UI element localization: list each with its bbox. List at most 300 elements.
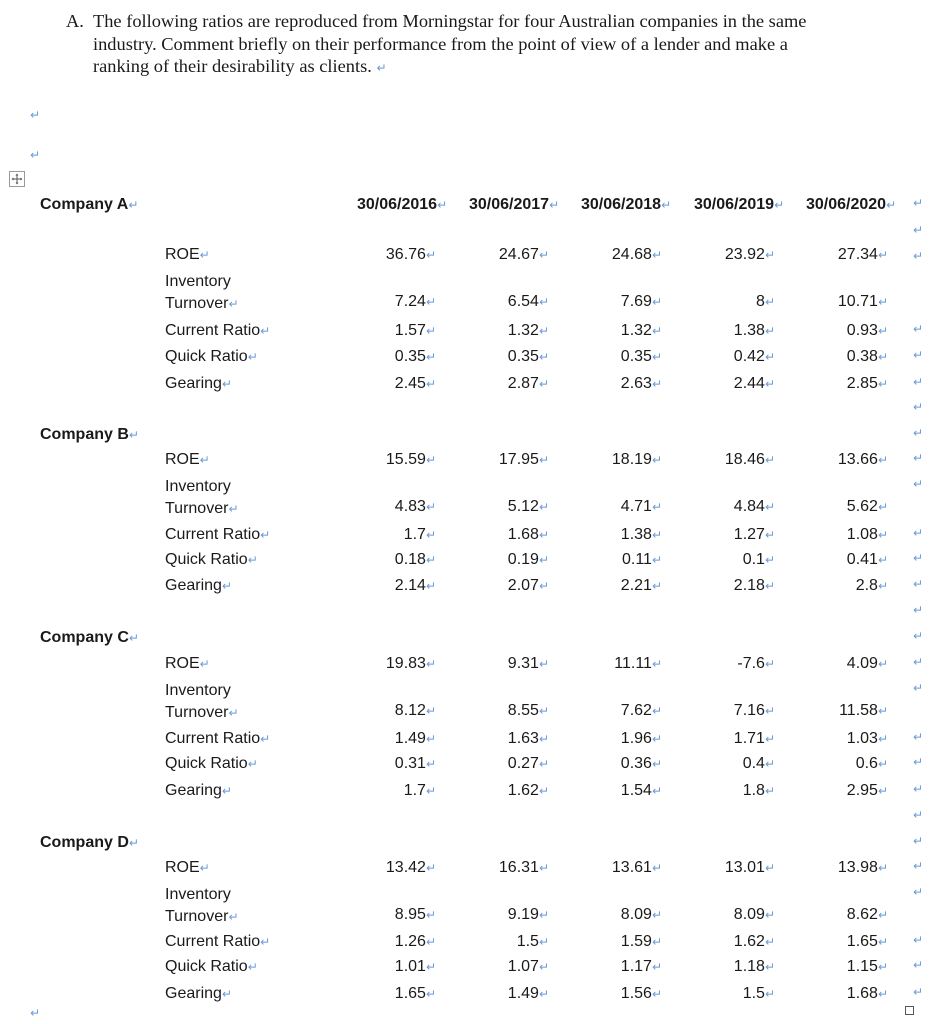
ratio-value: 2.95 <box>846 782 878 799</box>
metric-label <box>165 348 258 366</box>
paragraph-mark-icon: ↵ <box>877 500 888 514</box>
ratio-value-cell <box>847 551 888 569</box>
ratio-value-cell <box>734 322 775 340</box>
ratio-value-cell <box>508 348 549 366</box>
column-header-date <box>469 196 559 214</box>
ratio-value-cell <box>612 859 662 877</box>
ratio-value: 8.95 <box>394 906 426 923</box>
company-name <box>40 196 138 214</box>
paragraph-mark-icon: ↵ <box>651 453 662 467</box>
metric-label <box>165 782 232 800</box>
paragraph-mark-icon: ↵ <box>764 935 775 949</box>
date-label: 30/06/2017 <box>469 196 550 213</box>
ratio-value-cell <box>734 906 775 924</box>
column-header-date <box>806 196 896 214</box>
ratio-value-cell <box>734 348 775 366</box>
ratio-value-cell <box>614 655 662 673</box>
ratio-value-cell <box>621 730 662 748</box>
ratio-value-cell <box>838 859 888 877</box>
ratio-value: 24.68 <box>611 246 652 263</box>
paragraph-mark-icon: ↵ <box>877 704 888 718</box>
metric-label-text: ROE <box>165 246 200 263</box>
row-end-mark-icon: ↵ <box>913 196 924 210</box>
column-header-date <box>357 196 447 214</box>
paragraph-mark-icon: ↵ <box>425 960 436 974</box>
paragraph-mark-icon: ↵ <box>651 377 662 391</box>
ratio-value-cell <box>847 906 888 924</box>
paragraph-mark-icon: ↵ <box>764 350 775 364</box>
row-end-mark-icon: ↵ <box>913 681 924 695</box>
paragraph-mark-icon: ↵ <box>425 295 436 309</box>
paragraph-mark-icon: ↵ <box>425 657 436 671</box>
ratio-value-cell <box>404 782 436 800</box>
ratio-value: 0.41 <box>846 551 878 568</box>
ratio-value-cell <box>386 246 436 264</box>
paragraph-mark-icon: ↵ <box>764 528 775 542</box>
ratio-value: 8.55 <box>507 702 539 719</box>
ratio-value: 1.71 <box>733 730 765 747</box>
paragraph-mark-icon: ↵ <box>538 757 549 771</box>
paragraph-mark-icon: ↵ <box>538 960 549 974</box>
ratio-value-cell <box>734 958 775 976</box>
ratio-value-cell <box>508 755 549 773</box>
paragraph-mark-icon: ↵ <box>538 784 549 798</box>
paragraph-mark-icon: ↵ <box>764 908 775 922</box>
row-end-mark-icon: ↵ <box>913 526 924 540</box>
end-of-cell-marker <box>905 1006 914 1015</box>
row-end-mark-icon: ↵ <box>913 655 924 669</box>
metric-label <box>165 476 275 520</box>
ratio-value: 1.57 <box>394 322 426 339</box>
paragraph-mark-icon: ↵ <box>877 935 888 949</box>
paragraph-mark-icon: ↵ <box>128 198 139 212</box>
ratio-value-cell <box>508 958 549 976</box>
paragraph-mark-icon: ↵ <box>651 500 662 514</box>
ratio-value-cell <box>499 246 549 264</box>
ratio-value: 1.38 <box>733 322 765 339</box>
paragraph-mark-icon: ↵ <box>425 453 436 467</box>
ratio-value: 0.36 <box>620 755 652 772</box>
ratio-value: 36.76 <box>385 246 426 263</box>
paragraph-mark-icon: ↵ <box>538 295 549 309</box>
row-end-mark-icon: ↵ <box>913 223 924 237</box>
metric-label <box>165 246 210 264</box>
ratio-value-cell <box>508 551 549 569</box>
metric-label <box>165 655 210 673</box>
ratio-value-cell <box>743 755 775 773</box>
paragraph-mark-icon: ↵ <box>260 324 271 338</box>
ratio-value-cell <box>508 985 549 1003</box>
question-paragraph <box>66 10 846 80</box>
paragraph-mark-icon: ↵ <box>538 500 549 514</box>
ratio-value-cell <box>395 755 436 773</box>
cell-end-mark-icon: ↵ <box>549 198 560 212</box>
ratio-value: 7.69 <box>620 293 652 310</box>
ratio-value-cell <box>508 375 549 393</box>
ratio-value: 2.18 <box>733 577 765 594</box>
ratio-value-cell <box>395 906 436 924</box>
ratio-value: 8.12 <box>394 702 426 719</box>
row-end-mark-icon: ↵ <box>913 730 924 744</box>
ratio-value-cell <box>725 859 775 877</box>
paragraph-mark-icon: ↵ <box>425 861 436 875</box>
ratio-value-cell <box>621 498 662 516</box>
ratio-value: 23.92 <box>724 246 765 263</box>
ratio-value: 8.62 <box>846 906 878 923</box>
question-label: A. <box>66 11 84 31</box>
metric-label-text: Quick Ratio <box>165 551 248 568</box>
paragraph-mark-icon: ↵ <box>651 757 662 771</box>
ratio-value: 1.32 <box>507 322 539 339</box>
ratio-value: 24.67 <box>498 246 539 263</box>
ratio-value-cell <box>621 293 662 311</box>
row-end-mark-icon: ↵ <box>913 985 924 999</box>
metric-label <box>165 755 258 773</box>
ratio-value: 8.09 <box>733 906 765 923</box>
ratio-value-cell <box>395 577 436 595</box>
paragraph-mark-icon: ↵ <box>538 248 549 262</box>
row-end-mark-icon: ↵ <box>913 859 924 873</box>
paragraph-mark-icon: ↵ <box>651 935 662 949</box>
ratio-value: 1.59 <box>620 933 652 950</box>
ratio-value-cell <box>517 933 549 951</box>
paragraph-mark-icon: ↵ <box>764 987 775 1001</box>
row-end-mark-icon: ↵ <box>913 322 924 336</box>
ratio-value: 1.65 <box>394 985 426 1002</box>
paragraph-mark-icon: ↵ <box>764 324 775 338</box>
ratio-value-cell <box>847 730 888 748</box>
ratio-value-cell <box>612 451 662 469</box>
ratio-value: 0.93 <box>846 322 878 339</box>
ratio-value: 13.01 <box>724 859 765 876</box>
ratio-value: 13.42 <box>385 859 426 876</box>
paragraph-mark-icon: ↵ <box>30 148 41 162</box>
metric-label-text: ROE <box>165 859 200 876</box>
paragraph-mark-icon: ↵ <box>651 732 662 746</box>
ratio-value: 7.24 <box>394 293 426 310</box>
row-end-mark-icon: ↵ <box>913 249 924 263</box>
ratio-value: 8 <box>756 293 765 310</box>
company-name-text: Company B <box>40 426 129 443</box>
ratio-value: 27.34 <box>837 246 878 263</box>
ratio-value-cell <box>508 702 549 720</box>
metric-label <box>165 526 270 544</box>
ratio-value-cell <box>395 985 436 1003</box>
company-name-text: Company D <box>40 834 129 851</box>
metric-label <box>165 958 258 976</box>
ratio-value-cell <box>386 451 436 469</box>
ratio-value: 4.71 <box>620 498 652 515</box>
ratio-value: 1.63 <box>507 730 539 747</box>
ratio-value: 0.4 <box>742 755 765 772</box>
ratio-value: 1.49 <box>394 730 426 747</box>
ratio-value: 1.62 <box>733 933 765 950</box>
question-text: The following ratios are reproduced from Morningstar for four Australian companies in the same industry. Comment briefly on their performance from the point of view of a lender and make a ranking of their desirability as clients. <box>93 11 807 76</box>
company-name-text: Company C <box>40 629 129 646</box>
paragraph-mark-icon: ↵ <box>425 987 436 1001</box>
paragraph-mark-icon: ↵ <box>538 987 549 1001</box>
cell-end-mark-icon: ↵ <box>437 198 448 212</box>
cell-end-mark-icon: ↵ <box>661 198 672 212</box>
ratio-value-cell <box>856 755 888 773</box>
paragraph-mark-icon: ↵ <box>538 908 549 922</box>
row-end-mark-icon: ↵ <box>913 577 924 591</box>
ratio-value: 0.11 <box>621 551 652 568</box>
paragraph-mark-icon: ↵ <box>651 528 662 542</box>
paragraph-mark-icon: ↵ <box>877 377 888 391</box>
paragraph-mark-icon: ↵ <box>651 987 662 1001</box>
paragraph-mark-icon: ↵ <box>260 528 271 542</box>
row-end-mark-icon: ↵ <box>913 375 924 389</box>
paragraph-mark-icon: ↵ <box>247 960 258 974</box>
ratio-value: 1.17 <box>620 958 652 975</box>
paragraph-mark-icon: ↵ <box>764 732 775 746</box>
ratio-value: 0.35 <box>507 348 539 365</box>
metric-label-text: Gearing <box>165 985 222 1002</box>
ratio-value: 2.14 <box>394 577 426 594</box>
ratio-value-cell <box>734 375 775 393</box>
row-end-mark-icon: ↵ <box>913 834 924 848</box>
ratio-value-cell <box>499 859 549 877</box>
ratio-value: 1.7 <box>403 526 426 543</box>
paragraph-mark-icon: ↵ <box>425 248 436 262</box>
ratio-value-cell <box>395 375 436 393</box>
ratio-value: 1.68 <box>507 526 539 543</box>
ratio-value-cell <box>743 985 775 1003</box>
ratio-value-cell <box>612 246 662 264</box>
ratio-value: 1.03 <box>846 730 878 747</box>
metric-label-text: Inventory Turnover <box>165 273 231 312</box>
row-end-mark-icon: ↵ <box>913 348 924 362</box>
paragraph-mark-icon: ↵ <box>128 836 139 850</box>
metric-label-text: Current Ratio <box>165 933 261 950</box>
ratio-value-cell <box>621 375 662 393</box>
paragraph-mark-icon: ↵ <box>877 987 888 1001</box>
ratio-value: 0.1 <box>742 551 765 568</box>
ratio-value-cell <box>508 526 549 544</box>
row-end-mark-icon: ↵ <box>913 808 924 822</box>
ratio-value: -7.6 <box>737 655 765 672</box>
ratio-value-cell <box>756 293 775 311</box>
ratio-value-cell <box>508 730 549 748</box>
paragraph-mark-icon: ↵ <box>764 579 775 593</box>
ratio-value-cell <box>395 348 436 366</box>
ratio-value-cell <box>395 958 436 976</box>
paragraph-mark-icon: ↵ <box>425 528 436 542</box>
ratio-value-cell <box>395 322 436 340</box>
metric-label-text: Current Ratio <box>165 322 261 339</box>
ratio-value: 6.54 <box>507 293 539 310</box>
ratio-value-cell <box>621 782 662 800</box>
paragraph-mark-icon: ↵ <box>764 757 775 771</box>
paragraph-mark-icon: ↵ <box>538 704 549 718</box>
metric-label <box>165 985 232 1003</box>
ratio-value: 1.32 <box>620 322 652 339</box>
ratio-value: 1.62 <box>507 782 539 799</box>
ratio-value-cell <box>508 293 549 311</box>
paragraph-mark-icon: ↵ <box>764 248 775 262</box>
ratio-value-cell <box>847 985 888 1003</box>
ratio-value: 0.42 <box>733 348 765 365</box>
ratio-value: 2.21 <box>620 577 652 594</box>
column-header-date <box>581 196 671 214</box>
paragraph-mark-icon: ↵ <box>877 324 888 338</box>
ratio-value: 18.46 <box>724 451 765 468</box>
ratio-value: 1.15 <box>846 958 878 975</box>
paragraph-mark-icon: ↵ <box>651 248 662 262</box>
ratio-value: 1.5 <box>516 933 539 950</box>
metric-label-text: Quick Ratio <box>165 755 248 772</box>
row-end-mark-icon: ↵ <box>913 603 924 617</box>
ratio-value: 4.84 <box>733 498 765 515</box>
metric-label-text: Inventory Turnover <box>165 478 231 517</box>
ratio-value-cell <box>621 755 662 773</box>
ratio-value-cell <box>734 702 775 720</box>
paragraph-mark-icon: ↵ <box>538 324 549 338</box>
row-end-mark-icon: ↵ <box>913 477 924 491</box>
paragraph-mark-icon: ↵ <box>221 987 232 1001</box>
paragraph-mark-icon: ↵ <box>764 453 775 467</box>
ratio-value: 13.61 <box>611 859 652 876</box>
ratio-value: 11.58 <box>839 702 878 719</box>
paragraph-mark-icon: ↵ <box>247 553 258 567</box>
ratio-value: 0.31 <box>394 755 426 772</box>
paragraph-mark-icon: ↵ <box>199 657 210 671</box>
paragraph-mark-icon: ↵ <box>877 657 888 671</box>
ratio-value-cell <box>508 322 549 340</box>
metric-label <box>165 551 258 569</box>
ratio-value: 1.49 <box>507 985 539 1002</box>
paragraph-mark-icon: ↵ <box>425 704 436 718</box>
paragraph-mark-icon: ↵ <box>221 377 232 391</box>
paragraph-mark-icon: ↵ <box>538 935 549 949</box>
ratio-value: 0.18 <box>394 551 426 568</box>
company-name <box>40 834 139 852</box>
ratio-value-cell <box>395 551 436 569</box>
paragraph-mark-icon: ↵ <box>425 908 436 922</box>
ratio-value: 1.18 <box>733 958 765 975</box>
ratio-value-cell <box>621 933 662 951</box>
paragraph-mark-icon: ↵ <box>30 108 41 122</box>
paragraph-mark-icon: ↵ <box>221 579 232 593</box>
ratio-value-cell <box>734 933 775 951</box>
ratio-value-cell <box>508 577 549 595</box>
row-end-mark-icon: ↵ <box>913 958 924 972</box>
paragraph-mark-icon: ↵ <box>425 732 436 746</box>
ratio-value-cell <box>856 577 888 595</box>
ratio-value: 1.65 <box>846 933 878 950</box>
metric-label-text: ROE <box>165 655 200 672</box>
ratio-value: 1.01 <box>394 958 426 975</box>
paragraph-mark-icon: ↵ <box>425 757 436 771</box>
metric-label <box>165 730 270 748</box>
paragraph-mark-icon: ↵ <box>128 428 139 442</box>
ratio-value-cell <box>847 933 888 951</box>
ratio-value: 9.31 <box>507 655 539 672</box>
paragraph-mark-icon: ↵ <box>425 579 436 593</box>
paragraph-mark-icon: ↵ <box>425 935 436 949</box>
ratio-value: 13.98 <box>837 859 878 876</box>
ratio-value: 0.27 <box>507 755 539 772</box>
ratio-value-cell <box>725 451 775 469</box>
paragraph-mark-icon: ↵ <box>538 453 549 467</box>
ratio-value: 1.8 <box>742 782 765 799</box>
paragraph-mark-icon: ↵ <box>877 908 888 922</box>
row-end-mark-icon: ↵ <box>913 551 924 565</box>
ratio-value: 4.83 <box>394 498 426 515</box>
cell-end-mark-icon: ↵ <box>886 198 897 212</box>
ratio-value: 5.62 <box>846 498 878 515</box>
paragraph-mark-icon: ↵ <box>228 910 239 924</box>
ratio-value: 7.16 <box>733 702 765 719</box>
column-header-date <box>694 196 784 214</box>
metric-label-text: Inventory Turnover <box>165 886 231 925</box>
table-move-handle-icon[interactable] <box>9 171 25 187</box>
paragraph-mark-icon: ↵ <box>764 377 775 391</box>
metric-label <box>165 680 275 724</box>
paragraph-mark-icon: ↵ <box>764 704 775 718</box>
ratio-value: 2.87 <box>507 375 539 392</box>
row-end-mark-icon: ↵ <box>913 782 924 796</box>
ratio-value: 8.09 <box>620 906 652 923</box>
paragraph-mark-icon: ↵ <box>651 784 662 798</box>
paragraph-mark-icon: ↵ <box>199 453 210 467</box>
ratio-value: 15.59 <box>385 451 426 468</box>
ratio-value: 1.27 <box>733 526 765 543</box>
paragraph-mark-icon: ↵ <box>877 579 888 593</box>
date-label: 30/06/2018 <box>581 196 662 213</box>
ratio-value: 5.12 <box>507 498 539 515</box>
metric-label <box>165 375 232 393</box>
paragraph-mark-icon: ↵ <box>764 553 775 567</box>
paragraph-mark-icon: ↵ <box>538 579 549 593</box>
row-end-mark-icon: ↵ <box>913 933 924 947</box>
ratio-value: 16.31 <box>498 859 539 876</box>
ratio-value: 0.35 <box>394 348 426 365</box>
row-end-mark-icon: ↵ <box>913 451 924 465</box>
paragraph-mark-icon: ↵ <box>877 453 888 467</box>
paragraph-mark-icon: ↵ <box>425 377 436 391</box>
paragraph-mark-icon: ↵ <box>425 324 436 338</box>
paragraph-mark-icon: ↵ <box>764 657 775 671</box>
ratio-value-cell <box>847 782 888 800</box>
ratio-value-cell <box>508 498 549 516</box>
ratio-value-cell <box>395 498 436 516</box>
paragraph-mark-icon: ↵ <box>228 502 239 516</box>
paragraph-mark-icon: ↵ <box>651 704 662 718</box>
ratio-value-cell <box>838 293 888 311</box>
ratio-value: 0.19 <box>507 551 539 568</box>
ratio-value: 2.44 <box>733 375 765 392</box>
paragraph-mark-icon: ↵ <box>425 553 436 567</box>
ratio-value: 1.7 <box>403 782 426 799</box>
paragraph-mark-icon: ↵ <box>877 553 888 567</box>
ratio-value-cell <box>847 498 888 516</box>
paragraph-mark-icon: ↵ <box>764 500 775 514</box>
metric-label <box>165 933 270 951</box>
ratio-value-cell <box>404 526 436 544</box>
paragraph-mark-icon: ↵ <box>538 861 549 875</box>
paragraph-mark-icon: ↵ <box>538 657 549 671</box>
ratio-value: 2.45 <box>394 375 426 392</box>
paragraph-mark-icon: ↵ <box>228 706 239 720</box>
paragraph-mark-icon: ↵ <box>877 295 888 309</box>
paragraph-mark-icon: ↵ <box>877 784 888 798</box>
ratio-value-cell <box>734 577 775 595</box>
ratio-value-cell <box>508 655 549 673</box>
ratio-value-cell <box>621 577 662 595</box>
paragraph-mark-icon: ↵ <box>260 935 271 949</box>
